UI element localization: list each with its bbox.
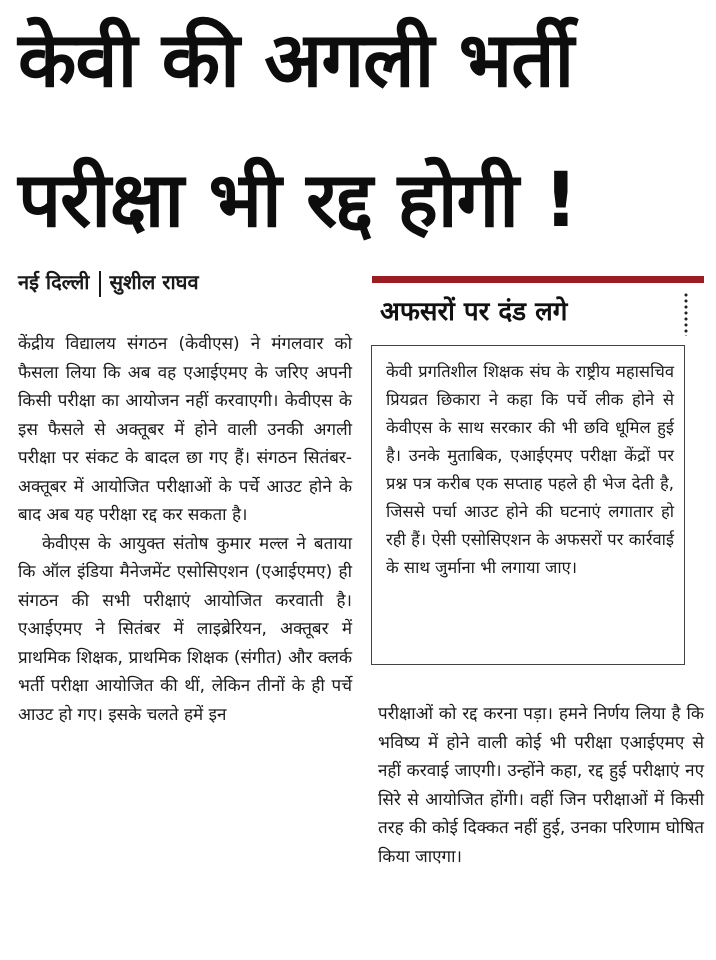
byline [18, 268, 199, 297]
article-paragraph-2: केवीएस के आयुक्त संतोष कुमार मल्ल ने बताया कि ऑल इंडिया मैनेजमेंट एसोसिएशन (एआईएमए) ही संगठन की सभी परीक्षाएं आयोजित करवाती है। एआईएमए ने सितंबर में लाइब्रेरियन, अक्तूबर में प्राथमिक शिक्षक, प्राथमिक शिक्षक (संगीत) और क्लर्क भर्ती परीक्षा आयोजित की थीं, लेकिन तीनों के ही पर्चे आउट हो गए। इसके चलते हमें इन [18, 533, 352, 725]
byline-separator [99, 271, 101, 297]
article-right-column [378, 700, 704, 871]
article-paragraph-1: केंद्रीय विद्यालय संगठन (केवीएस) ने मंगलवार को फैसला लिया कि अब वह एआईएमए के जरिए अपनी किसी परीक्षा का आयोजन नहीं करवाएगी। केवीएस के इस फैसले से अक्तूबर में होने वाली उनकी अगली परीक्षा पर संकट के बादल छा गए हैं। संगठन सितंबर-अक्तूबर में आयोजित परीक्षाओं के पर्चे आउट होने के बाद अब यह परीक्षा रद्द कर सकता है। [18, 334, 352, 525]
byline-location: नई दिल्ली [18, 270, 90, 294]
headline-line-1: केवी की अगली भर्ती [18, 15, 574, 104]
headline-line-2: परीक्षा भी रद्द होगी ! [18, 155, 578, 244]
sidebar-dotted-ornament [684, 292, 688, 336]
byline-author: सुशील राघव [109, 270, 199, 294]
sidebar-title: अफसरों पर दंड लगे [380, 297, 568, 327]
article-paragraph-3: परीक्षाओं को रद्द करना पड़ा। हमने निर्णय लिया है कि भविष्य में होने वाली कोई भी परीक्षा एआईएमए से नहीं करवाई जाएगी। उन्होंने कहा, रद्द हुई परीक्षाएं नए सिरे से आयोजित होंगी। वहीं जिन परीक्षाओं में किसी तरह की कोई दिक्कत नहीं हुई, उनका परिणाम घोषित किया जाएगा। [378, 704, 704, 867]
sidebar-box [371, 345, 685, 665]
sidebar-body: केवी प्रगतिशील शिक्षक संघ के राष्ट्रीय महासचिव प्रियव्रत छिकारा ने कहा कि पर्चे लीक होने से केवीएस के साथ सरकार की भी छवि धूमिल हुई है। उनके मुताबिक, एआईएमए परीक्षा केंद्रों पर प्रश्न पत्र करीब एक सप्ताह पहले ही भेज देती है, जिससे पर्चा आउट होने की घटनाएं लगातार हो रही हैं। ऐसी एसोसिएशन के अफसरों पर कार्रवाई के साथ जुर्माना भी लगाया जाए। [386, 362, 674, 577]
article-left-column [18, 330, 352, 729]
sidebar-accent-rule [372, 276, 704, 283]
